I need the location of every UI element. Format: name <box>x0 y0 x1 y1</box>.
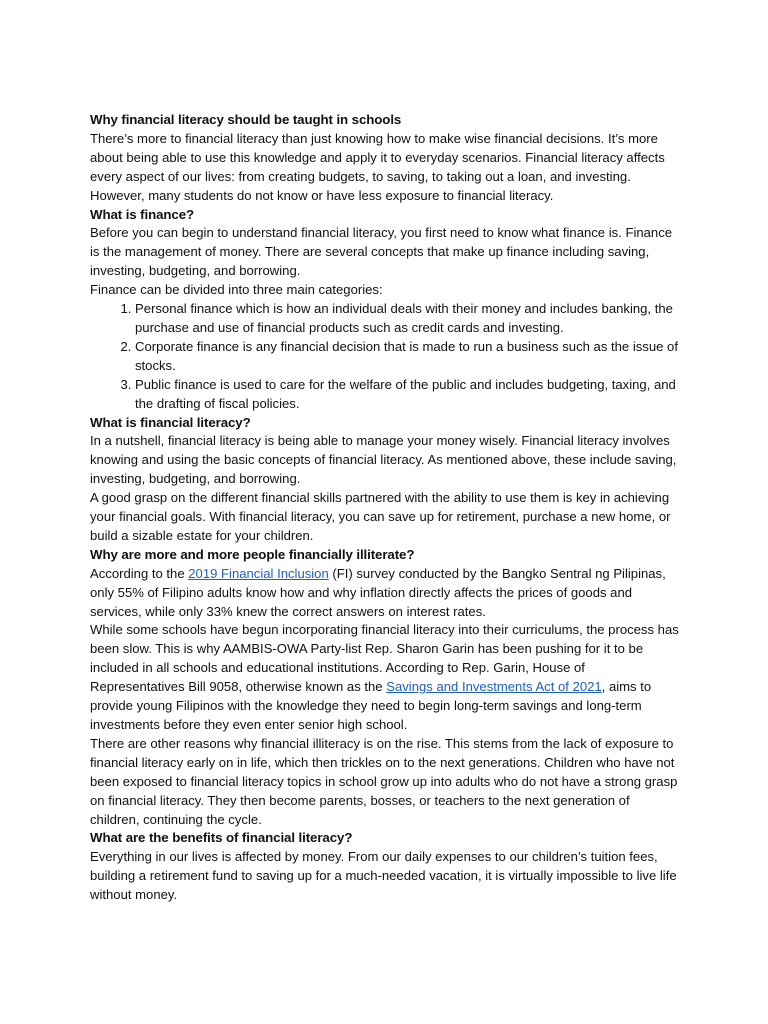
paragraph-illiteracy-reasons: There are other reasons why financial illiteracy is on the rise. This stems from the lack of exposure to financial literacy early on in life, which then trickles on to the next generations. Children who have not been exposed to financial literacy topics in school grow up into adults who do not have a strong grasp on financial literacy. They then become parents, bosses, or teachers to the next generation of children, continuing the cycle. <box>90 735 678 827</box>
paragraph-benefits: Everything in our lives is affected by money. From our daily expenses to our children’s tuition fees, building a retirement fund to saving up for a much-needed vacation, it is virtually impossible to live life without money. <box>90 849 677 903</box>
finance-categories-list <box>90 300 680 413</box>
savings-investments-act-link[interactable]: Savings and Investments Act of 2021 <box>386 679 602 695</box>
list-item: 2. Corporate finance is any financial decision that is made to run a business such as the issue of stocks. <box>135 338 680 376</box>
text-span: According to the <box>90 565 189 581</box>
paragraph-literacy-definition: In a nutshell, financial literacy is being able to manage your money wisely. Financial literacy involves knowing and using the basic concepts of financial literacy. As mentioned above, these include saving, investing, budgeting, and borrowing. <box>90 433 677 487</box>
list-item: 3. Public finance is used to care for the welfare of the public and includes budgeting, taxing, and the drafting of fiscal policies. <box>135 376 680 414</box>
text-span: While some schools have begun incorporating financial literacy into their curriculums, the process has been slow. This is why AAMBIS-OWA Party-list Rep. Sharon Garin has been pushing for it to be included in all schools and educational institutions. According to Rep. Garin, House of Representatives Bill 9058, otherwise known as the <box>90 622 679 695</box>
financial-inclusion-link[interactable]: 2019 Financial Inclusion <box>188 565 329 581</box>
document-page <box>90 111 680 905</box>
section-heading-what-is-finance: What is finance? <box>90 206 195 222</box>
paragraph-schools-bill <box>90 621 680 734</box>
section-heading-why-taught: Why financial literacy should be taught in schools <box>90 112 402 127</box>
section-heading-benefits: What are the benefits of financial literacy? <box>90 830 353 846</box>
section-heading-illiteracy: Why are more and more people financially illiterate? <box>90 546 415 562</box>
text-span: (FI) survey conducted by the Bangko Sentral ng Pilipinas, only 55% of Filipino adults know how and why inflation directly affects the prices of goods and services, while only 33% knew the correct answers on interest rates. <box>90 565 666 619</box>
paragraph-intro: There’s more to financial literacy than just knowing how to make wise financial decisions. It’s more about being able to use this knowledge and apply it to everyday scenarios. Financial literacy affects every aspect of our lives: from creating budgets, to saving, to taking out a loan, and investing. However, many students do not know or have less exposure to financial literacy. <box>90 130 665 203</box>
paragraph-literacy-goals: A good grasp on the different financial skills partnered with the ability to use them is key in achieving your financial goals. With financial literacy, you can save up for retirement, purchase a new home, or build a sizable estate for your children. <box>90 490 671 543</box>
paragraph-finance-definition: Before you can begin to understand financial literacy, you first need to know what finance is. Finance is the management of money. There are several concepts that make up finance including saving, investing, budgeting, and borrowing. <box>90 225 673 279</box>
section-heading-what-is-financial-literacy: What is financial literacy? <box>90 414 251 430</box>
paragraph-finance-categories: Finance can be divided into three main categories: <box>90 282 383 298</box>
text-span: , aims to provide young Filipinos with the knowledge they need to begin long-term savings and long-term investments before they even enter senior high school. <box>90 679 652 732</box>
list-item: 1. Personal finance which is how an individual deals with their money and includes banking, the purchase and use of financial products such as credit cards and investing. <box>135 300 680 338</box>
paragraph-fi-survey <box>90 565 680 622</box>
